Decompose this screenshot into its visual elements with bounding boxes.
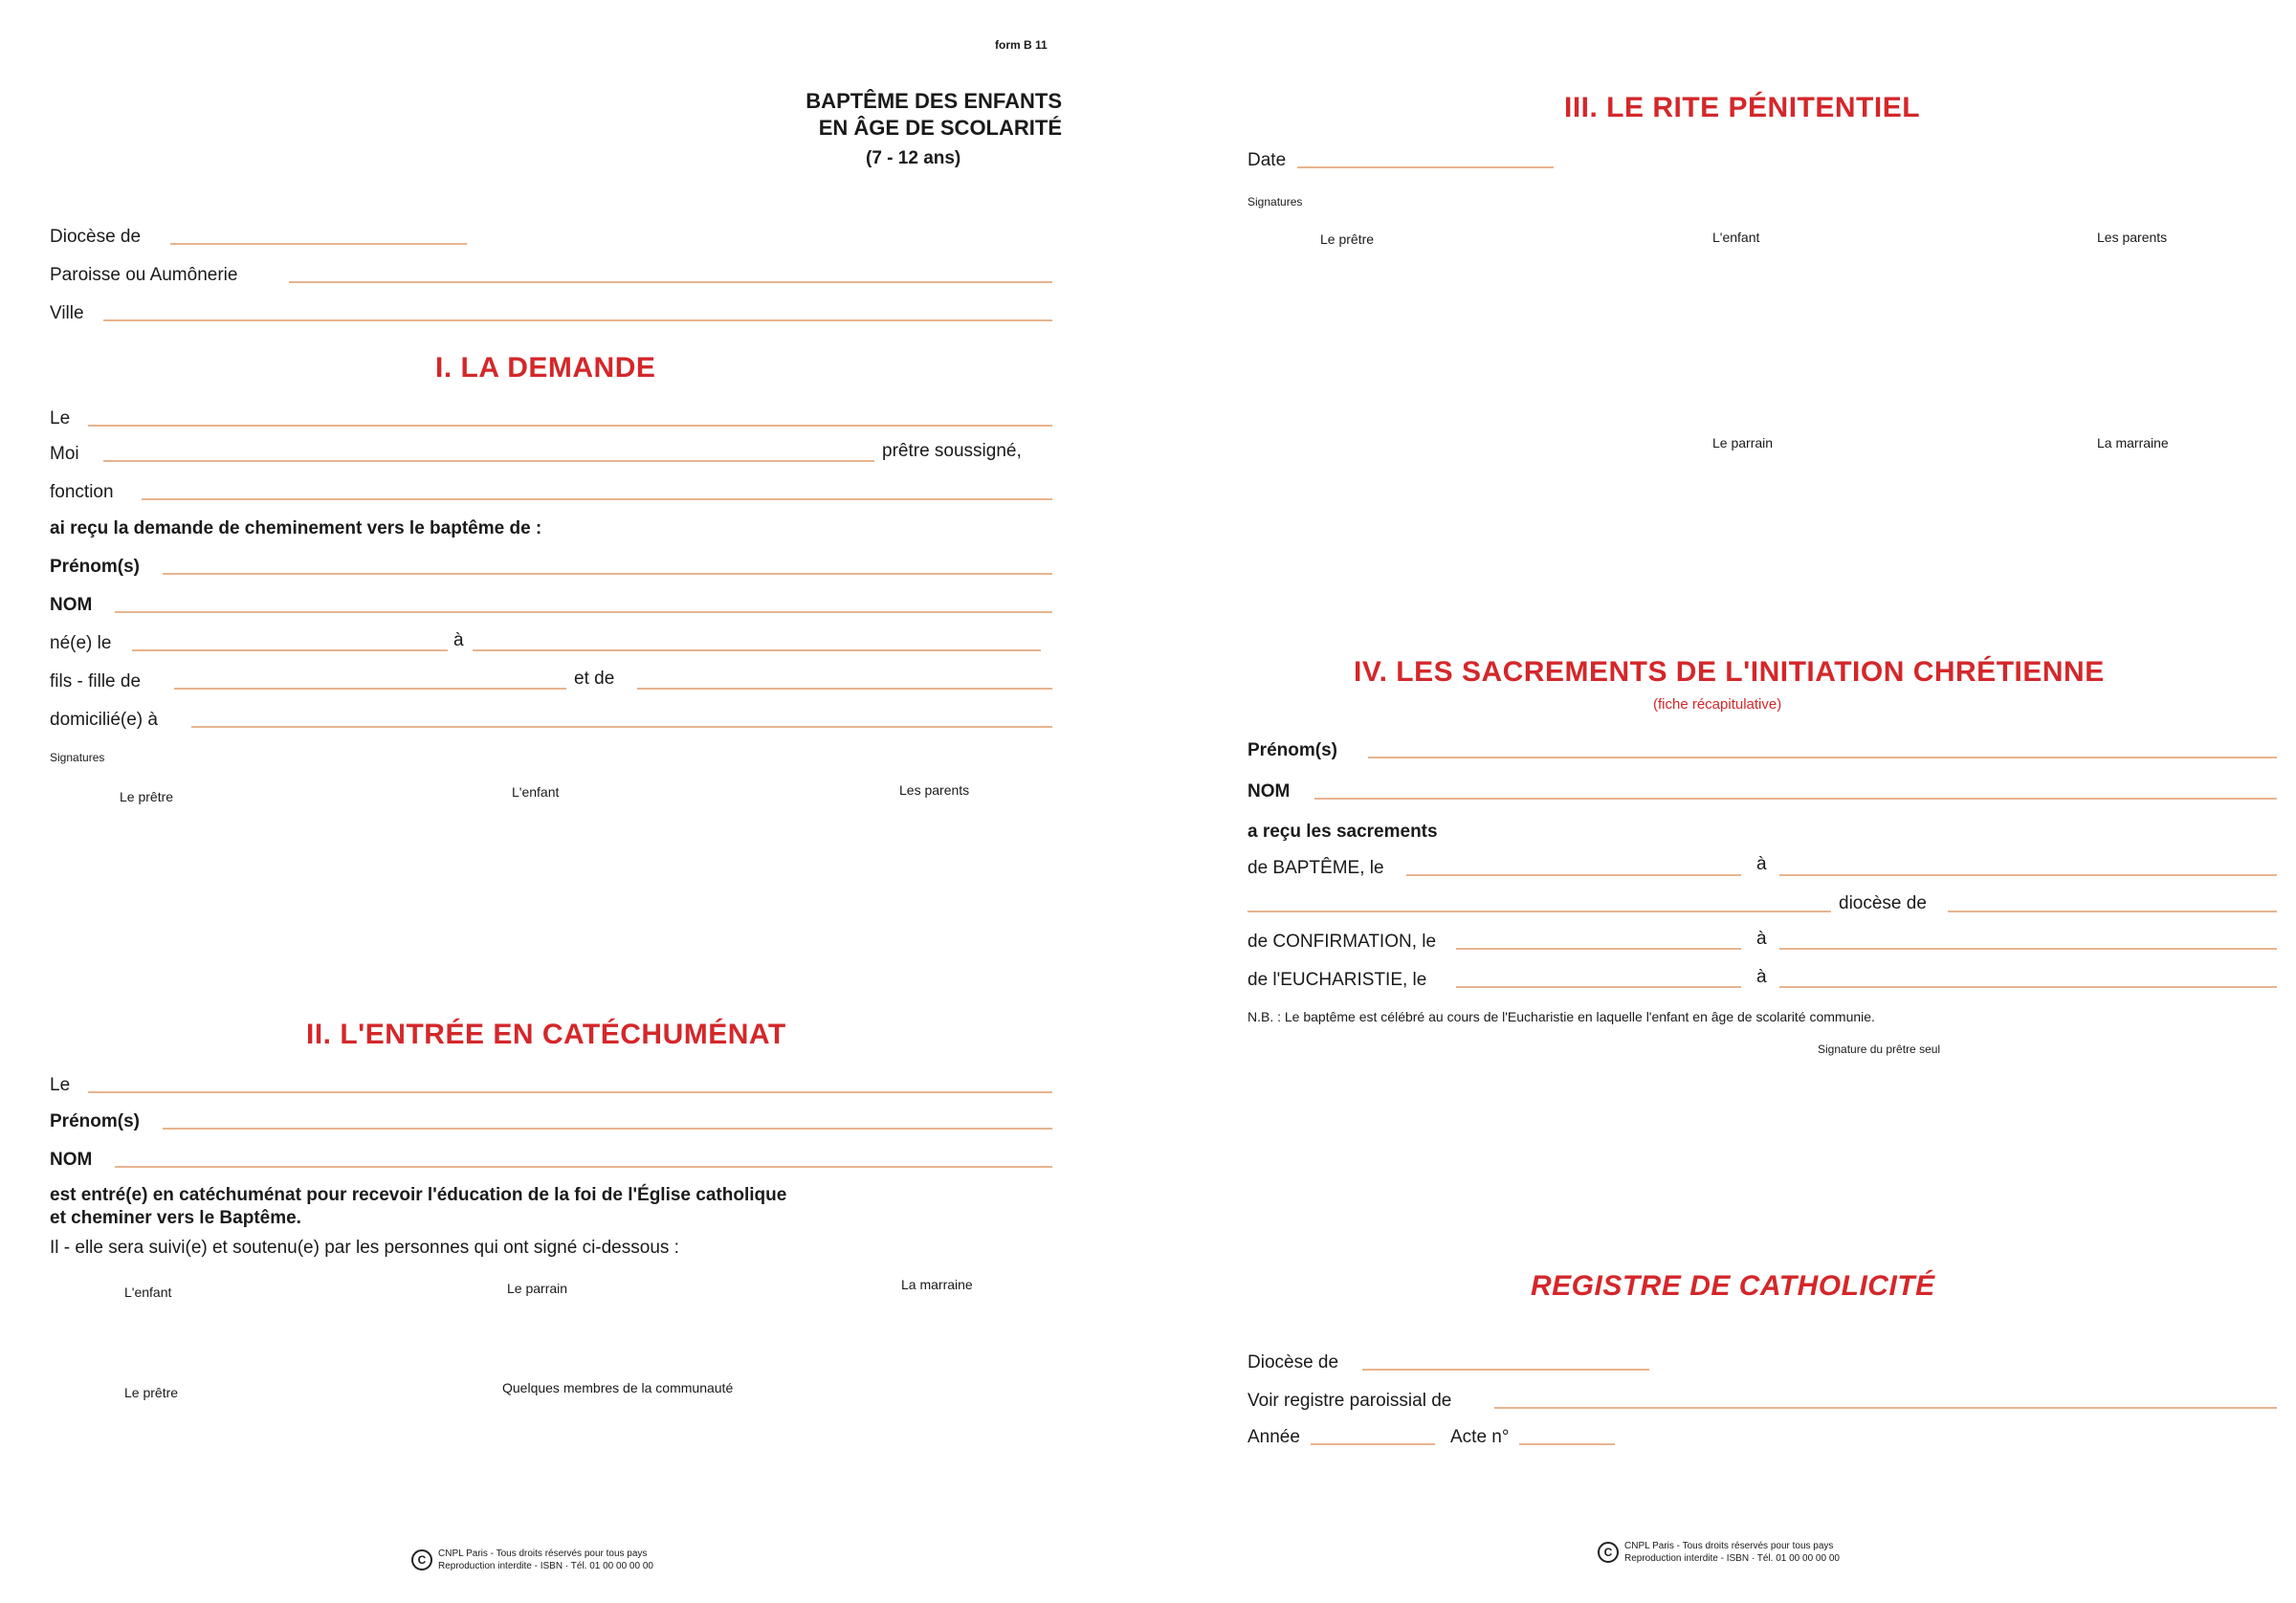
- copyright-seal-icon: C: [1598, 1542, 1619, 1563]
- bapteme-label: de BAPTÊME, le: [1247, 858, 1384, 878]
- pretre-label: prêtre soussigné,: [882, 441, 1022, 461]
- right-page: [1215, 0, 2296, 1603]
- confirmation-a-label: à: [1756, 929, 1767, 949]
- et-de-field[interactable]: [637, 688, 1052, 690]
- section-2-heading: II. L'ENTRÉE EN CATÉCHUMÉNAT: [306, 1019, 786, 1050]
- registre-diocese-field[interactable]: [1362, 1369, 1649, 1371]
- cat-prenoms-field[interactable]: [163, 1128, 1052, 1130]
- document-title: [806, 88, 1062, 141]
- title-line-1: BAPTÊME DES ENFANTS: [806, 89, 1062, 113]
- voir-registre-label: Voir registre paroissial de: [1247, 1391, 1452, 1411]
- paroisse-label: Paroisse ou Aumônerie: [50, 265, 238, 285]
- left-footer-line-1: CNPL Paris - Tous droits réservés pour tous pays: [438, 1548, 648, 1559]
- cat-sig-enfant: L'enfant: [124, 1285, 172, 1300]
- moi-label: Moi: [50, 444, 79, 464]
- acte-field[interactable]: [1519, 1443, 1615, 1445]
- sac-prenoms-label: Prénom(s): [1247, 740, 1337, 760]
- title-line-2: EN ÂGE DE SCOLARITÉ: [818, 115, 1062, 140]
- nb-text: N.B. : Le baptême est célébré au cours de l'Eucharistie en laquelle l'enfant en âge de scolarité communie.: [1247, 1009, 1875, 1024]
- registre-diocese-label: Diocèse de: [1247, 1352, 1339, 1372]
- annee-field[interactable]: [1311, 1443, 1435, 1445]
- le-label: Le: [50, 408, 71, 428]
- left-footer-line-2: Reproduction interdite - ISBN · Tél. 01 00 00 00 00: [438, 1561, 653, 1571]
- ne-le-field[interactable]: [132, 649, 448, 651]
- diocese-field[interactable]: [170, 243, 467, 245]
- right-footer: [1598, 1540, 1840, 1565]
- cat-sig-marraine: La marraine: [901, 1277, 973, 1292]
- rite-sig-parrain: Le parrain: [1712, 435, 1774, 450]
- cat-nom-label: NOM: [50, 1150, 93, 1170]
- ville-field[interactable]: [103, 319, 1052, 321]
- domicilie-label: domicilié(e) à: [50, 710, 158, 730]
- voir-registre-field[interactable]: [1494, 1407, 2277, 1409]
- nom-field[interactable]: [115, 611, 1052, 613]
- confirmation-date-field[interactable]: [1456, 948, 1741, 950]
- eucharistie-label: de l'EUCHARISTIE, le: [1247, 970, 1427, 990]
- cat-sig-parrain: Le parrain: [507, 1281, 568, 1296]
- section-3-heading: III. LE RITE PÉNITENTIEL: [1564, 92, 1921, 123]
- copyright-seal-icon: C: [411, 1549, 432, 1570]
- sig-parents: Les parents: [899, 782, 970, 798]
- entree-text-2: et cheminer vers le Baptême.: [50, 1208, 301, 1228]
- sig-enfant: L'enfant: [512, 784, 560, 800]
- ne-a-field[interactable]: [473, 649, 1041, 651]
- right-footer-line-2: Reproduction interdite - ISBN · Tél. 01 00 00 00 00: [1624, 1553, 1840, 1564]
- diocese-de-label: diocèse de: [1839, 893, 1927, 913]
- cat-le-label: Le: [50, 1075, 71, 1095]
- bapteme-lieu-field[interactable]: [1779, 874, 2277, 876]
- rite-date-field[interactable]: [1297, 166, 1554, 168]
- eucharistie-lieu-field[interactable]: [1779, 986, 2277, 988]
- rite-signatures-label: Signatures: [1247, 195, 1303, 209]
- section-4-heading: IV. LES SACREMENTS DE L'INITIATION CHRÉTIENNE: [1354, 656, 2105, 688]
- sac-nom-label: NOM: [1247, 781, 1291, 802]
- prenoms-label: Prénom(s): [50, 557, 140, 577]
- bapteme-a-label: à: [1756, 854, 1767, 874]
- rite-sig-pretre: Le prêtre: [1320, 231, 1375, 247]
- moi-field[interactable]: [103, 460, 874, 462]
- acte-label: Acte n°: [1450, 1427, 1510, 1447]
- cat-nom-field[interactable]: [115, 1166, 1052, 1168]
- nom-label: NOM: [50, 595, 93, 615]
- ne-le-label: né(e) le: [50, 633, 112, 653]
- fonction-label: fonction: [50, 482, 114, 502]
- diocese-de-field[interactable]: [1948, 911, 2277, 912]
- signature-pretre-label: Signature du prêtre seul: [1818, 1043, 1941, 1056]
- demande-text: ai reçu la demande de cheminement vers le baptême de :: [50, 518, 542, 538]
- cat-sig-communaute: Quelques membres de la communauté: [502, 1380, 734, 1395]
- form-code: form B 11: [995, 38, 1048, 52]
- diocese-label: Diocèse de: [50, 227, 142, 247]
- signatures-label: Signatures: [50, 751, 105, 764]
- left-page: [0, 0, 1071, 1603]
- rite-date-label: Date: [1247, 150, 1287, 170]
- rite-sig-marraine: La marraine: [2097, 435, 2169, 450]
- left-footer: [411, 1548, 653, 1572]
- sig-pretre: Le prêtre: [120, 789, 174, 804]
- section-1-heading: I. LA DEMANDE: [435, 352, 656, 384]
- eucharistie-date-field[interactable]: [1456, 986, 1741, 988]
- bapteme-date-field[interactable]: [1406, 874, 1741, 876]
- suivi-text: Il - elle sera suivi(e) et soutenu(e) par les personnes qui ont signé ci-dessous :: [50, 1238, 679, 1258]
- annee-label: Année: [1247, 1427, 1300, 1447]
- right-footer-line-1: CNPL Paris - Tous droits réservés pour tous pays: [1624, 1541, 1834, 1551]
- confirmation-lieu-field[interactable]: [1779, 948, 2277, 950]
- cat-sig-pretre: Le prêtre: [124, 1385, 179, 1400]
- section-4-subheading: (fiche récapitulative): [1653, 696, 1782, 713]
- sac-prenoms-field[interactable]: [1368, 757, 2277, 758]
- eucharistie-a-label: à: [1756, 967, 1767, 987]
- rite-sig-parents: Les parents: [2097, 230, 2168, 245]
- registre-heading: REGISTRE DE CATHOLICITÉ: [1531, 1270, 1935, 1302]
- ne-a-label: à: [453, 630, 464, 650]
- fonction-field[interactable]: [142, 498, 1052, 500]
- title-line-3: (7 - 12 ans): [866, 148, 961, 168]
- sac-nom-field[interactable]: [1314, 798, 2277, 800]
- rite-sig-enfant: L'enfant: [1712, 230, 1760, 245]
- et-de-label: et de: [574, 669, 615, 689]
- fils-fille-label: fils - fille de: [50, 671, 142, 692]
- domicilie-field[interactable]: [191, 726, 1052, 728]
- paroisse-field[interactable]: [289, 281, 1052, 283]
- le-field[interactable]: [88, 425, 1052, 427]
- entree-text-1: est entré(e) en catéchuménat pour recevoir l'éducation de la foi de l'Église catholique: [50, 1185, 787, 1205]
- recu-text: a reçu les sacrements: [1247, 822, 1438, 842]
- cat-prenoms-label: Prénom(s): [50, 1111, 140, 1131]
- fils-fille-field[interactable]: [174, 688, 566, 690]
- confirmation-label: de CONFIRMATION, le: [1247, 932, 1437, 952]
- prenoms-field[interactable]: [163, 573, 1052, 575]
- ville-label: Ville: [50, 303, 84, 323]
- cat-le-field[interactable]: [88, 1091, 1052, 1093]
- bapteme-extra-field[interactable]: [1247, 911, 1831, 912]
